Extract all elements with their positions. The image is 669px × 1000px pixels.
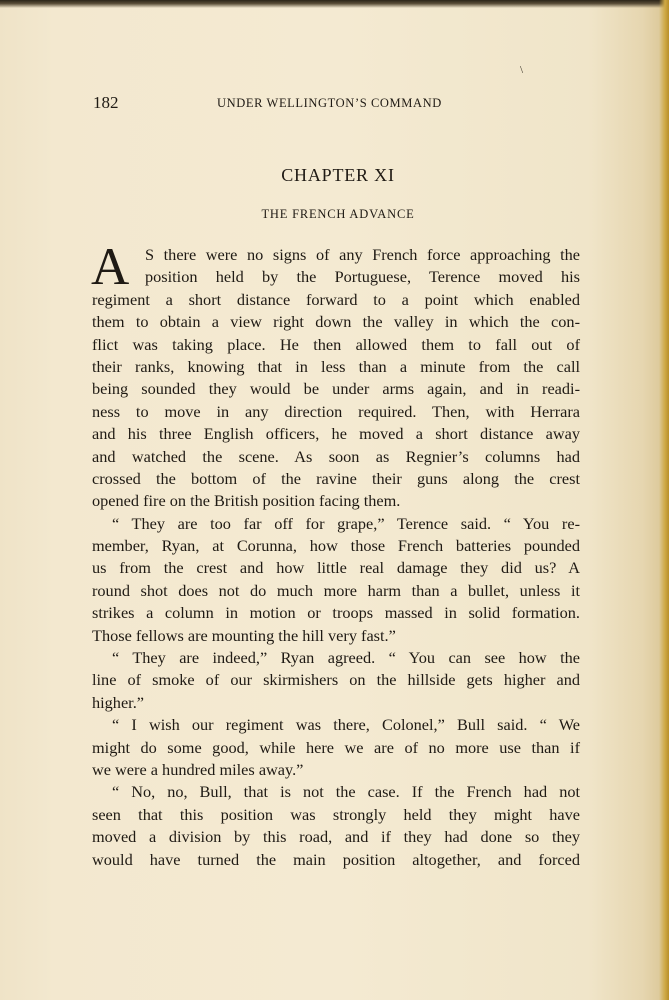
chapter-subtitle: THE FRENCH ADVANCE — [261, 207, 415, 221]
text-line: line of smoke of our skirmishers on the hillside gets higher and — [92, 670, 580, 690]
text-line: “ They are indeed,” Ryan agreed. “ You can see how the — [112, 648, 580, 668]
text-line: strikes a column in motion or troops massed in solid formation. — [92, 603, 580, 623]
text-line: their ranks, knowing that in less than a minute from the call — [92, 356, 580, 376]
text-line: “ No, no, Bull, that is not the case. If the French had not — [112, 782, 580, 802]
text-line: flict was taking place. He then allowed them to fall out of — [92, 334, 580, 354]
text-line: member, Ryan, at Corunna, how those French batteries pounded — [92, 536, 580, 556]
text-line: would have turned the main position altogether, and forced — [92, 849, 580, 869]
text-line: regiment a short distance forward to a point which enabled — [92, 289, 580, 309]
text-line: them to obtain a view right down the valley in which the con- — [92, 312, 580, 332]
page-number: 182 — [93, 93, 119, 112]
page-right-edge-gilt — [659, 0, 669, 1000]
text-line: “ I wish our regiment was there, Colonel,” Bull said. “ We — [112, 715, 580, 735]
text-line: and his three English officers, he moved a short distance away — [92, 424, 580, 444]
chapter-title: CHAPTER XI — [281, 165, 395, 185]
text-line: Those fellows are mounting the hill very fast.” — [92, 625, 396, 645]
page-header — [93, 93, 583, 115]
text-line: us from the crest and how little real damage they did us? A — [92, 558, 580, 578]
body-text — [91, 238, 580, 871]
text-line: round shot does not do much more harm than a bullet, unless it — [92, 580, 580, 600]
margin-mark: \ — [520, 64, 524, 76]
running-head: UNDER WELLINGTON’S COMMAND — [217, 96, 442, 110]
text-line: opened fire on the British position facing them. — [92, 491, 401, 511]
text-line: S there were no signs of any French force approaching the — [145, 245, 580, 264]
text-line: ness to move in any direction required. Then, with Herrara — [92, 401, 580, 421]
text-line: higher.” — [92, 692, 144, 712]
text-line: moved a division by this road, and if they had done so they — [92, 827, 580, 847]
text-line: seen that this position was strongly held they might have — [92, 804, 580, 824]
page-top-edge-shadow — [0, 0, 669, 8]
text-line: position held by the Portuguese, Terence moved his — [145, 267, 580, 287]
text-line: crossed the bottom of the ravine their guns along the crest — [92, 468, 580, 488]
text-line: “ They are too far off for grape,” Terence said. “ You re- — [112, 513, 580, 533]
text-line: and watched the scene. As soon as Regnier’s columns had — [92, 446, 580, 466]
text-line: being sounded they would be under arms again, and in readi- — [92, 379, 580, 399]
text-line: might do some good, while here we are of no more use than if — [92, 737, 580, 757]
drop-cap: A — [91, 238, 130, 296]
text-line: we were a hundred miles away.” — [92, 759, 304, 779]
